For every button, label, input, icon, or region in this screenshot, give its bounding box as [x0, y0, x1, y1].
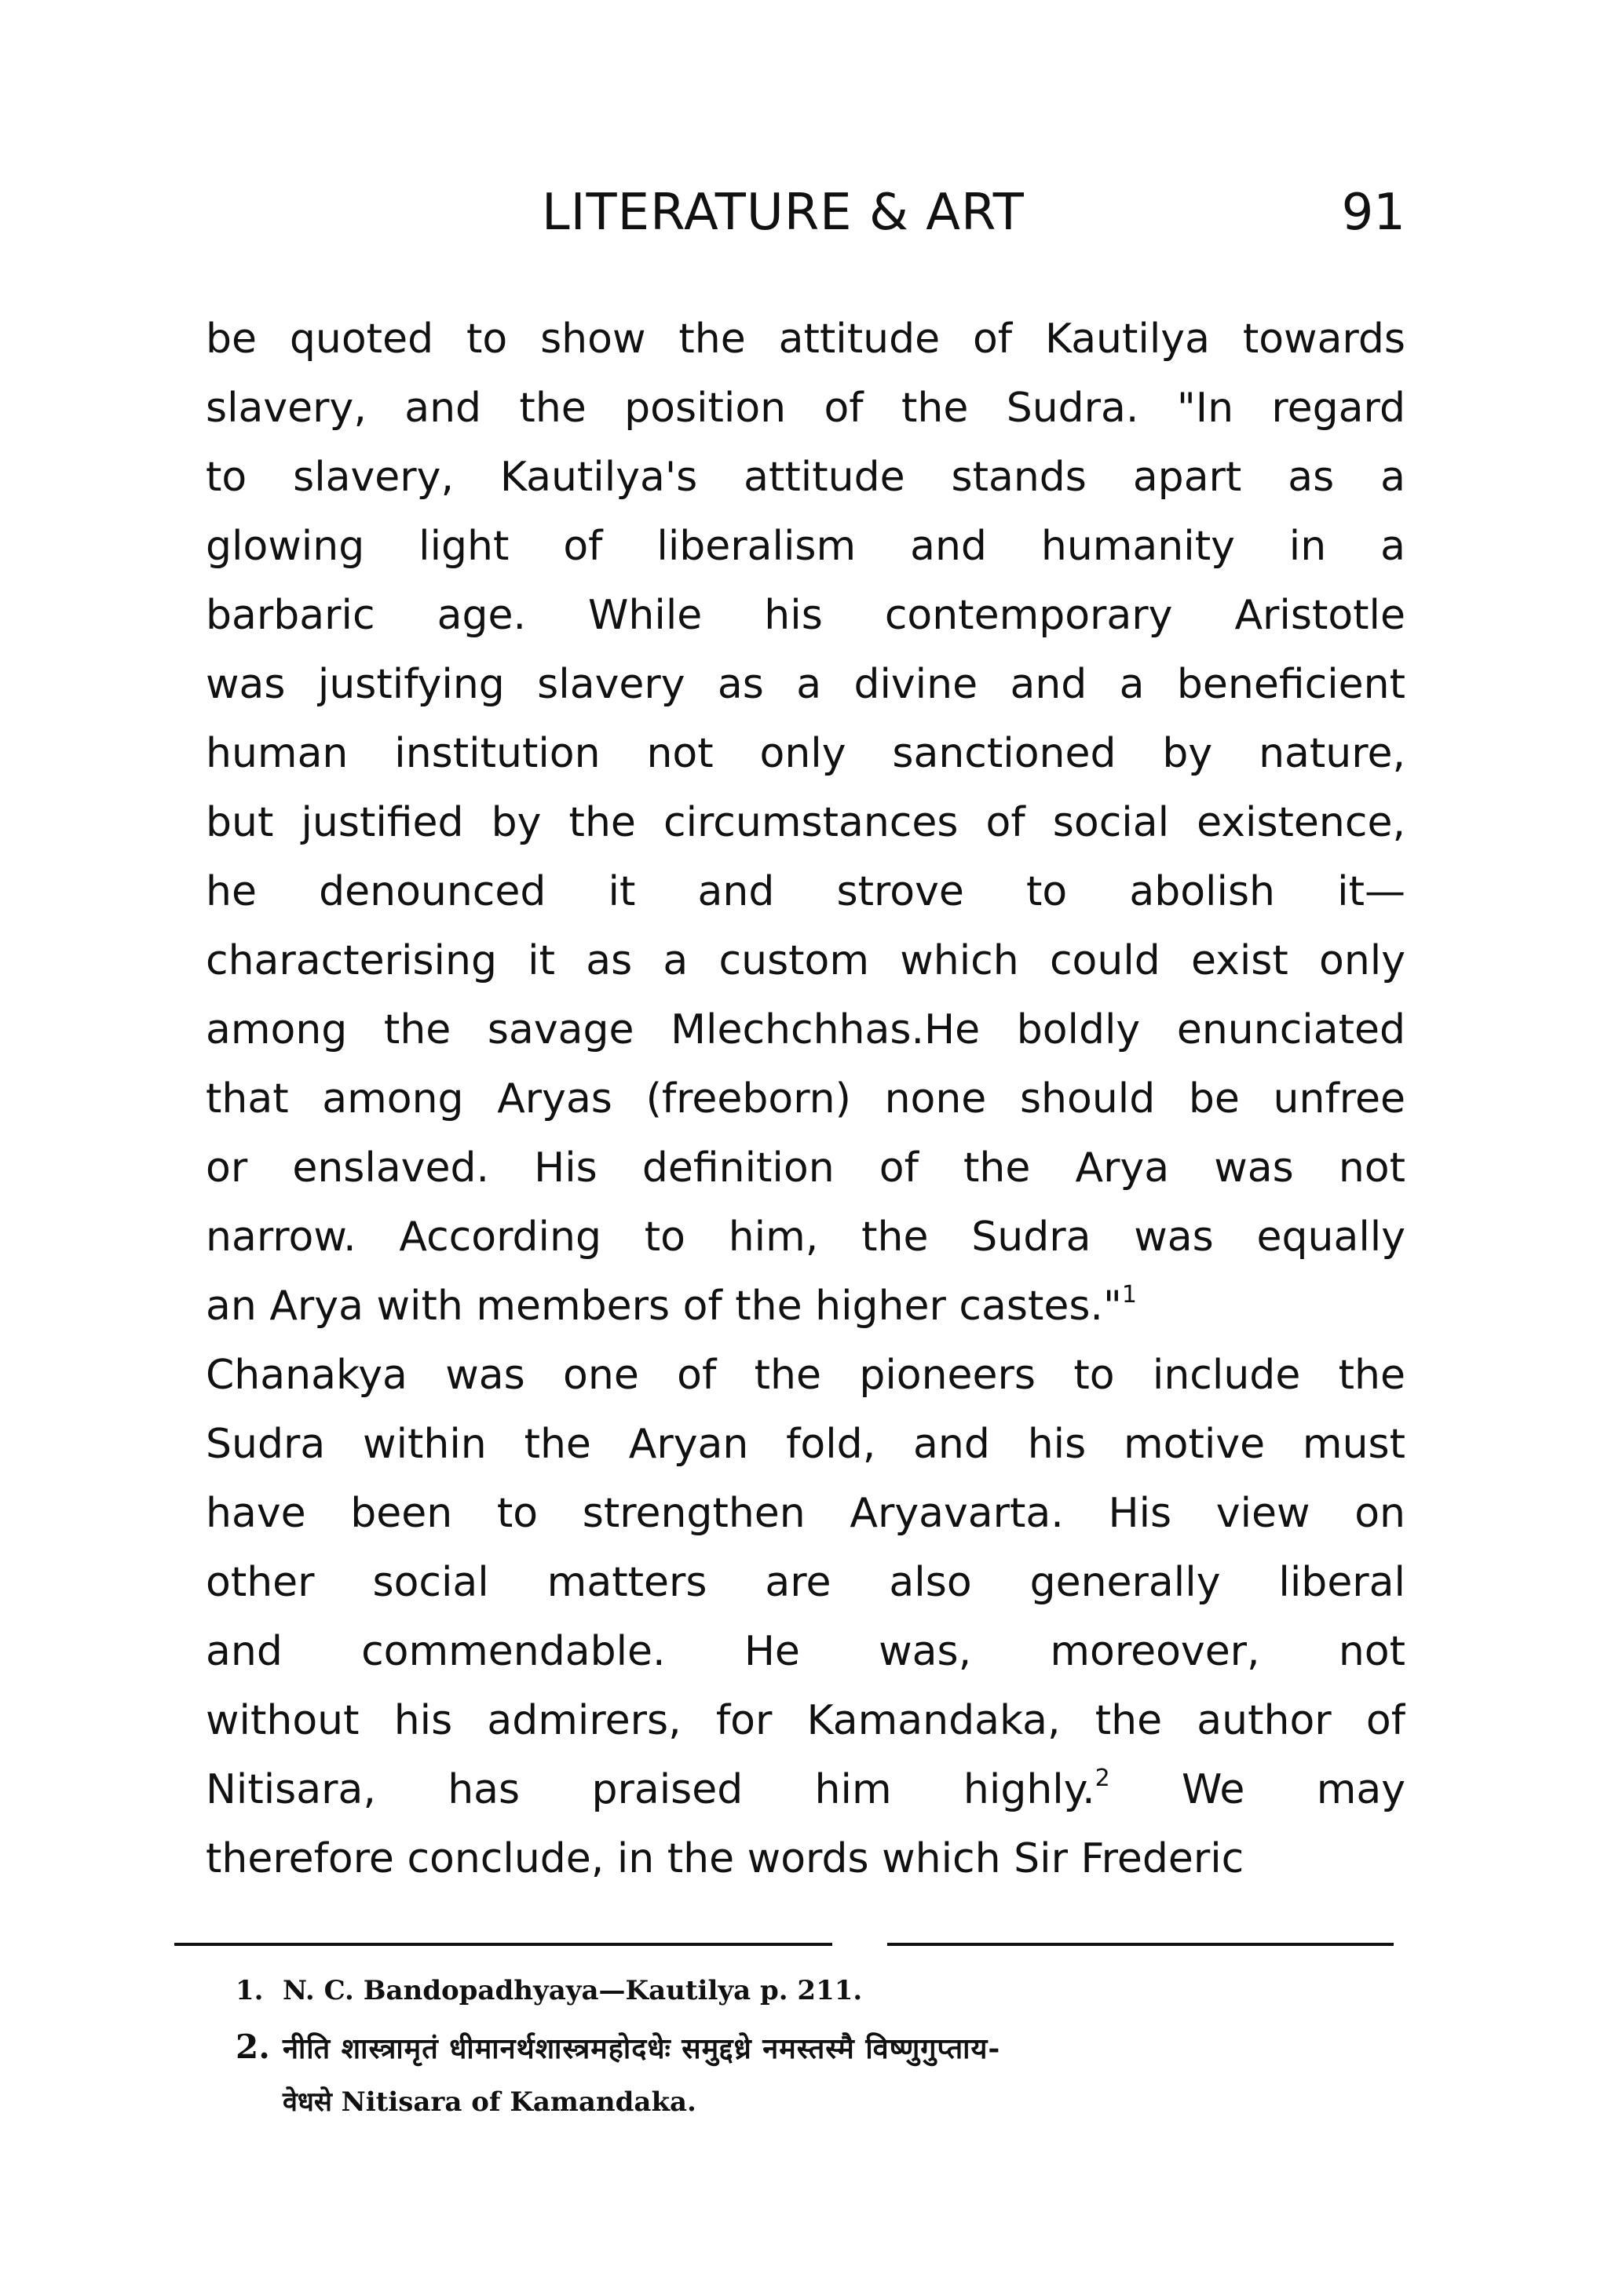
text-line-with-footnote — [206, 1272, 1405, 1341]
body-text — [206, 305, 1405, 1893]
text-line: that among Aryas (freeborn) none should be unfree — [206, 1075, 1405, 1122]
text-line: human institution not only sanctioned by nature, — [206, 730, 1405, 777]
footnote-rule-left — [174, 1943, 832, 1946]
text-line: among the savage Mlechchhas.He boldly enunciated — [206, 1006, 1405, 1053]
text-line: was justifying slavery as a divine and a beneficient — [206, 661, 1405, 708]
text-line: to slavery, Kautilya's attitude stands apart as a — [206, 454, 1405, 501]
page-header — [204, 177, 1405, 248]
text-line: without his admirers, for Kamandaka, the author of — [206, 1697, 1405, 1744]
footnote-ref-1: 1 — [1121, 1281, 1137, 1309]
footnote-2-continuation: वेधसे Nitisara of Kamandaka. — [283, 2086, 696, 2118]
text-line: other social matters are also generally liberal — [206, 1559, 1405, 1606]
footnote-ref-2: 2 — [1095, 1765, 1110, 1792]
footnote-number: 1. — [236, 1975, 264, 2006]
text-line: Nitisara, has praised him highly. — [206, 1766, 1095, 1813]
footnote-1 — [236, 1962, 1405, 2019]
text-line-tail: We may — [1182, 1766, 1405, 1813]
text-line: or enslaved. His definition of the Arya was not — [206, 1144, 1405, 1192]
footnote-rule-right — [887, 1943, 1394, 1946]
footnote-2 — [236, 2019, 1405, 2077]
text-line: and commendable. He was, moreover, not — [206, 1628, 1405, 1675]
footnote-number: 2. — [236, 2028, 270, 2066]
footnotes — [236, 1962, 1405, 2127]
text-line: narrow. According to him, the Sudra was equally — [206, 1214, 1405, 1261]
text-line: barbaric age. While his contemporary Aristotle — [206, 592, 1405, 639]
footnote-text: N. C. Bandopadhyaya—Kautilya p. 211. — [283, 1975, 863, 2006]
text-line: he denounced it and strove to abolish it— — [206, 868, 1405, 915]
text-line: characterising it as a custom which could exist only — [206, 937, 1405, 984]
text-line: be quoted to show the attitude of Kautilya towards — [206, 316, 1405, 363]
page-number: 91 — [1341, 184, 1405, 242]
text-line: have been to strengthen Aryavarta. His view on — [206, 1490, 1405, 1537]
text-line: slavery, and the position of the Sudra. "In regard — [206, 385, 1405, 432]
text-line: but justified by the circumstances of social existence, — [206, 799, 1405, 846]
text-line: an Arya with members of the higher castes." — [206, 1283, 1122, 1330]
text-line: Sudra within the Aryan fold, and his motive must — [206, 1421, 1405, 1468]
text-line: glowing light of liberalism and humanity in a — [206, 523, 1405, 570]
text-line: Chanakya was one of the pioneers to include the — [206, 1352, 1405, 1399]
text-line: therefore conclude, in the words which Sir Frederic — [206, 1835, 1244, 1882]
running-title: LITERATURE & ART — [542, 184, 1025, 242]
text-line-with-footnote — [206, 1755, 1405, 1824]
footnote-sanskrit-text: नीति शास्त्रामृतं धीमानर्थशास्त्रमहोदधेः समुद्दध्रे नमस्तस्मै विष्णुगुप्ताय- — [283, 2032, 1001, 2065]
